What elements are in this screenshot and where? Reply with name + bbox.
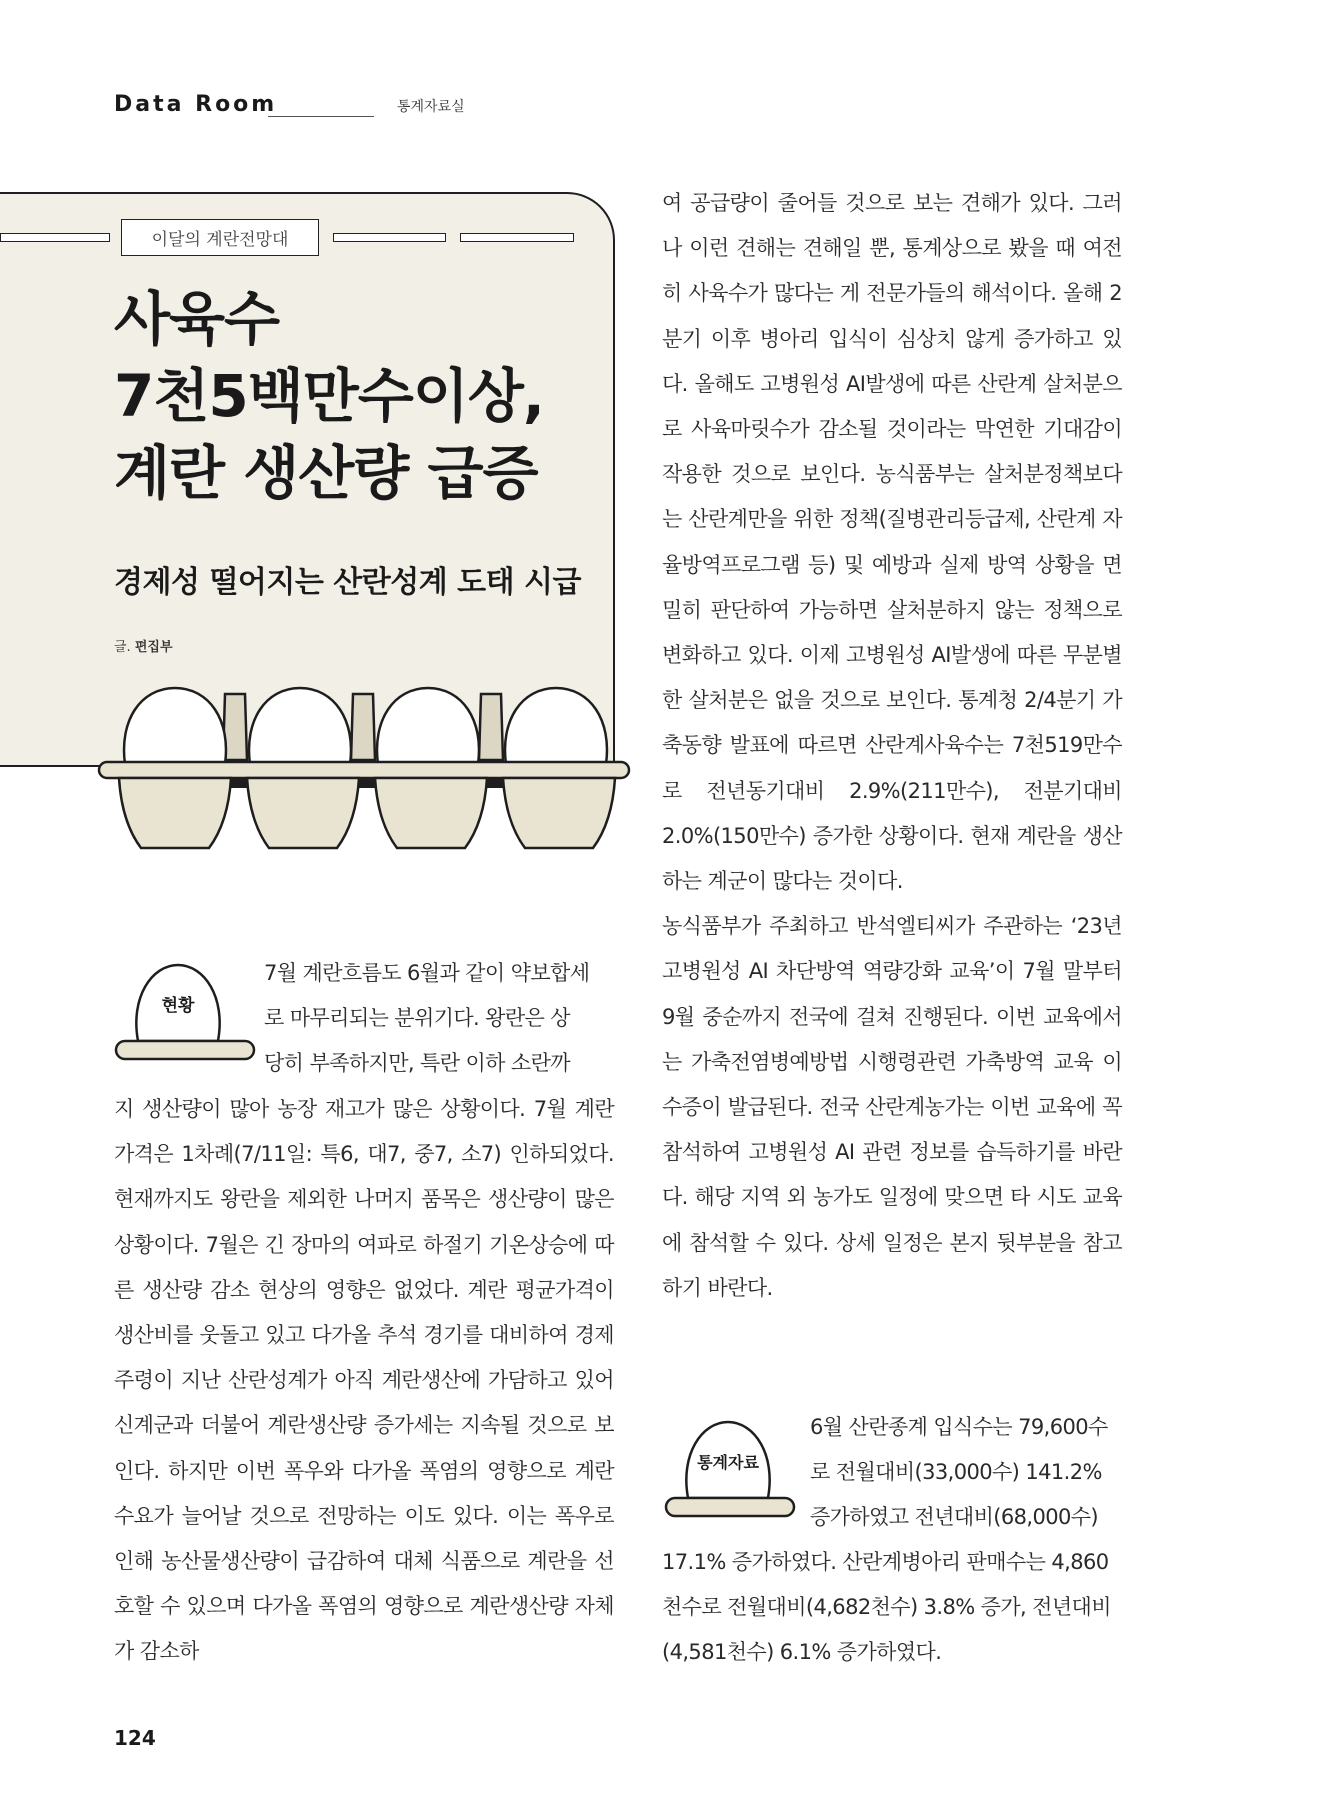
left-column-lead xyxy=(264,951,614,1087)
byline-author: 편집부 xyxy=(134,640,173,655)
stats-lead-line-2: 로 전월대비(33,000수) 141.2% xyxy=(810,1460,1102,1485)
tag-rule-left xyxy=(0,233,110,242)
header-divider xyxy=(268,116,374,117)
status-badge-label: 현황 xyxy=(161,996,195,1016)
section-label: 통계자료실 xyxy=(397,99,465,115)
right-paragraph-2: 농식품부가 주최하고 반석엘티씨가 주관하는 ‘23년 고병원성 AI 차단방역 역량강화 교육’이 7월 말부터 9월 중순까지 전국에 걸쳐 진행된다. 이번 교육에서는 가축전염병예방법 시행령관련 가축방역 교육 이수증이 발급된다. 전국 산란계농가는 이번 교육에 꼭 참석하여 고병원성 AI 관련 정보를 습득하기를 바란다. 해당 지역 외 농가도 일정에 맞으면 타 시도 교육에 참석할 수 있다. 상세 일정은 본지 뒷부분을 참고하기 바란다. xyxy=(662,914,1122,1300)
stats-lead-line-3: 증가하였고 전년대비(68,000수) xyxy=(810,1505,1098,1530)
left-column-body: 지 생산량이 많아 농장 재고가 많은 상황이다. 7월 계란가격은 1차례(7/11일: 특6, 대7, 중7, 소7) 인하되었다. 현재까지도 왕란을 제외한 나머지 품목은 생산량이 많은 상황이다. 7월은 긴 장마의 여파로 하절기 기온상승에 따른 생산량 감소 현상의 영향은 없었다. 계란 평균가격이 생산비를 웃돌고 있고 다가올 추석 경기를 대비하여 경제주령이 지난 산란성계가 아직 계란생산에 가담하고 있어 신계군과 더불어 계란생산량 증가세는 지속될 것으로 보인다. 하지만 이번 폭우와 다가올 폭염의 영향으로 계란 수요가 늘어날 것으로 전망하는 이도 있다. 이는 폭우로 인해 농산물생산량이 급감하여 대체 식품으로 계란을 선호할 수 있으며 다가올 폭염의 영향으로 계란생산량 자체가 감소하 xyxy=(114,1097,614,1664)
byline-prefix: 글. xyxy=(114,640,131,655)
tag-rule-right xyxy=(460,233,574,242)
title-line-3: 계란 생산량 급증 xyxy=(114,439,538,507)
page-number: 124 xyxy=(114,1726,156,1750)
left-lead-line-1: 7월 계란흐름도 6월과 같이 약보합세 xyxy=(264,961,590,985)
left-lead-line-3: 당히 부족하지만, 특란 이하 소란까 xyxy=(264,1051,570,1076)
right-column-body xyxy=(662,181,1122,1311)
stats-lead xyxy=(810,1405,1122,1541)
tag-rule-mid xyxy=(333,233,446,242)
title-line-2: 7천5백만수이상, xyxy=(114,362,544,430)
title-line-1: 사육수 xyxy=(114,285,280,353)
right-paragraph-1: 여 공급량이 줄어들 것으로 보는 견해가 있다. 그러나 이런 견해는 견해일 뿐, 통계상으로 봤을 때 여전히 사육수가 많다는 게 전문가들의 해석이다. 올해 2분기 이후 병아리 입식이 심상치 않게 증가하고 있다. 올해도 고병원성 AI발생에 따른 산란계 살처분으로 사육마릿수가 감소될 것이라는 막연한 기대감이 작용한 것으로 보인다. 농식품부는 살처분정책보다는 산란계만을 위한 정책(질병관리등급제, 산란계 자율방역프로그램 등) 및 예방과 실제 방역 상황을 면밀히 판단하여 가능하면 살처분하지 않는 정책으로 변화하고 있다. 이제 고병원성 AI발생에 따른 무분별한 살처분은 없을 것으로 보인다. 통계청 2/4분기 가축동향 발표에 따르면 산란계사육수는 7천519만수로 전년동기대비 2.9%(211만수), 전분기대비 2.0%(150만수) 증가한 상황이다. 현재 계란을 생산하는 계군이 많다는 것이다. xyxy=(662,191,1122,894)
stats-lead-line-1: 6월 산란종계 입식수는 79,600수 xyxy=(810,1415,1108,1439)
byline xyxy=(114,636,173,655)
column-tag: 이달의 계란전망대 xyxy=(121,219,319,256)
stats-body: 17.1% 증가하였다. 산란계병아리 판매수는 4,860천수로 전월대비(4,682천수) 3.8% 증가, 전년대비(4,581천수) 6.1% 증가하였다. xyxy=(662,1550,1111,1665)
egg-tray-illustration xyxy=(95,680,635,880)
article-subtitle: 경제성 떨어지는 산란성계 도태 시급 xyxy=(114,565,581,600)
magazine-section-brand: Data Room xyxy=(114,92,278,117)
status-egg-badge xyxy=(112,955,260,1063)
article-title xyxy=(114,281,544,512)
left-lead-line-2: 로 마무리되는 분위기다. 왕란은 상 xyxy=(264,1006,570,1031)
stats-egg-badge xyxy=(662,1412,810,1520)
stats-badge-label: 통계자료 xyxy=(697,1453,759,1472)
